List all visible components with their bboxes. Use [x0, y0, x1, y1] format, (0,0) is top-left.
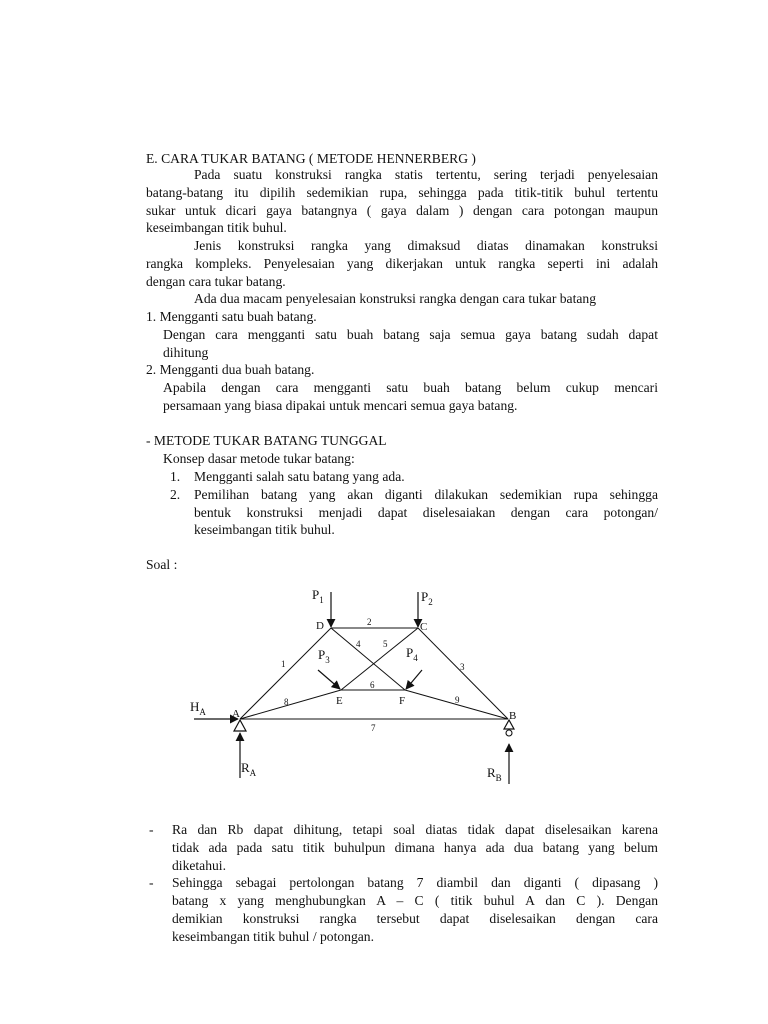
bullet-line: batang x yang menghubungkan A – C ( titik buhul A dan C ). Dengan: [172, 893, 658, 908]
paragraph-line: Ada dua macam penyelesaian konstruksi rangka dengan cara tukar batang: [194, 291, 596, 306]
paragraph-line: keseimbangan titik buhul.: [146, 220, 287, 235]
load-p3-label: $P_3$: [318, 647, 330, 665]
member-1-label: 1: [281, 659, 286, 669]
node-d-label: D: [316, 620, 324, 632]
load-p3-arrow: [318, 670, 340, 689]
bullet-line: keseimbangan titik buhul / potongan.: [172, 929, 374, 944]
node-b-label: B: [509, 710, 517, 722]
bullet-dash: -: [149, 822, 154, 837]
list-item-line: persamaan yang biasa dipakai untuk mencari semua gaya batang.: [163, 398, 518, 413]
member-2-label: 2: [367, 617, 372, 627]
load-p4-arrow: [406, 670, 422, 689]
bullet-dash: -: [149, 875, 154, 890]
member-5-label: 5: [383, 639, 388, 649]
paragraph-line: rangka kompleks. Penyelesaian yang dikerjakan untuk rangka seperti ini adalah: [146, 256, 658, 271]
node-e-label: E: [336, 695, 343, 707]
node-a-label: A: [232, 708, 240, 720]
load-p2-label: $P_2$: [421, 589, 433, 607]
section-heading: E. CARA TUKAR BATANG ( METODE HENNERBERG ): [146, 151, 476, 166]
paragraph-line: sukar untuk dicari gaya batangnya ( gaya dalam ) dengan cara potongan maupun: [146, 203, 658, 218]
truss-diagram: [180, 578, 540, 793]
list-number: 2.: [170, 487, 181, 502]
member-8-label: 8: [284, 697, 289, 707]
bullet-line: tidak ada pada satu titik buhulpun dimana hanya ada dua batang yang belum: [172, 840, 658, 855]
pin-support-icon: [234, 720, 246, 731]
member-9-label: 9: [455, 695, 460, 705]
reaction-ha-label: $H_A$: [190, 699, 206, 717]
list-number: 1.: [170, 469, 181, 484]
bullet-line: diketahui.: [172, 858, 226, 873]
subsection-title: - METODE TUKAR BATANG TUNGGAL: [146, 433, 387, 448]
bullet-line: Ra dan Rb dapat dihitung, tetapi soal diatas tidak dapat diselesaikan karena: [172, 822, 658, 837]
reaction-ra-label: $R_A$: [241, 760, 257, 778]
roller-wheel-icon: [506, 730, 512, 736]
list-item-line: keseimbangan titik buhul.: [194, 522, 335, 537]
bullet-line: demikian konstruksi rangka tersebut dapat diselesaikan dengan cara: [172, 911, 658, 926]
member-6-label: 6: [370, 680, 375, 690]
paragraph-line: Pada suatu konstruksi rangka statis tertentu, sering terjadi penyelesaian: [194, 167, 658, 182]
load-p4-label: $P_4$: [406, 645, 418, 663]
member-3: [418, 628, 508, 719]
list-item-line: Pemilihan batang yang akan diganti dilakukan sedemikian rupa sehingga: [194, 487, 658, 502]
subsection-intro: Konsep dasar metode tukar batang:: [163, 451, 355, 466]
list-item-line: Mengganti salah satu batang yang ada.: [194, 469, 405, 484]
node-f-label: F: [399, 695, 406, 707]
member-4-label: 4: [356, 639, 361, 649]
paragraph-line: dengan cara tukar batang.: [146, 274, 286, 289]
reaction-rb-label: $R_B$: [487, 765, 502, 783]
paragraph-line: Jenis konstruksi rangka yang dimaksud diatas dinamakan konstruksi: [194, 238, 658, 253]
paragraph-line: batang-batang itu dipilih sedemikian rupa, sehingga pada titik-titik buhul tertentu: [146, 185, 658, 200]
member-7-label: 7: [371, 723, 376, 733]
list-item-line: dihitung: [163, 345, 209, 360]
list-item-line: Apabila dengan cara mengganti satu buah batang belum cukup mencari: [163, 380, 658, 395]
member-4: [331, 628, 405, 690]
soal-label: Soal :: [146, 557, 178, 572]
list-item-line: Dengan cara mengganti satu buah batang saja semua gaya batang sudah dapat: [163, 327, 658, 342]
bullet-line: Sehingga sebagai pertolongan batang 7 diambil dan diganti ( dipasang ): [172, 875, 658, 890]
list-item-title: 2. Mengganti dua buah batang.: [146, 362, 315, 377]
load-p1-label: $P_1$: [312, 587, 324, 605]
list-item-title: 1. Mengganti satu buah batang.: [146, 309, 317, 324]
node-c-label: C: [420, 621, 428, 633]
member-3-label: 3: [460, 662, 465, 672]
list-item-line: bentuk konstruksi menjadi dapat diselesaiakan dengan cara potongan/: [194, 505, 658, 520]
